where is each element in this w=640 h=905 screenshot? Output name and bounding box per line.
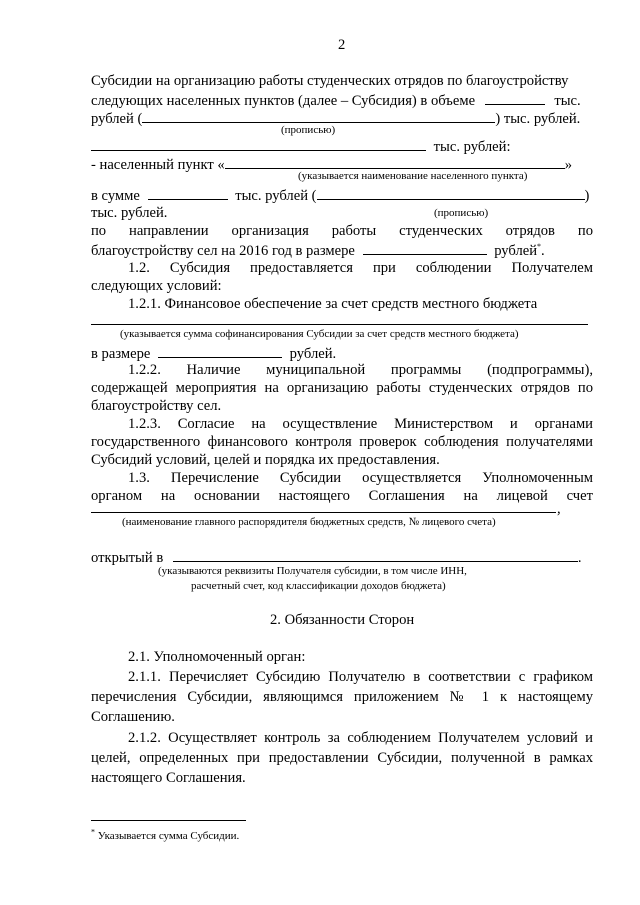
caption-cofinancing: (указывается сумма софинансирования Субсидии за счет средств местного бюджета): [120, 328, 519, 340]
intro-line-1: Субсидии на организацию работы студенческих отрядов по благоустройству: [91, 73, 569, 89]
footnote-mark: *: [91, 827, 95, 837]
clause-2-1-1-line-1: 2.1.1. Перечисляет Субсидию Получателю в соответствии с графиком: [128, 669, 593, 685]
intro-line-6-close: ): [584, 188, 590, 204]
caption-propis-1: (прописью): [281, 124, 336, 136]
local-budget-blank: [91, 324, 588, 325]
intro-line-2: [91, 90, 581, 110]
clause-1-3-line-1: 1.3. Перечисление Субсидии осуществляется Уполномоченным: [128, 470, 593, 486]
intro-line-4: [91, 136, 511, 156]
clause-2-1-1-line-3: Соглашению.: [91, 709, 175, 725]
clause-1-2-line-1: 1.2. Субсидия предоставляется при соблюдении Получателем: [128, 260, 593, 276]
size-unit: рублей.: [289, 346, 337, 362]
clause-2-1: 2.1. Уполномоченный орган:: [128, 649, 306, 665]
clause-2-1-1-line-2: перечисления Субсидии, являющимся приложением № 1 к настоящему: [91, 689, 593, 705]
section-2-heading: 2. Обязанности Сторон: [270, 612, 415, 628]
opened-in-line: [91, 547, 582, 567]
intro-line-2-text: следующих населенных пунктов (далее – Субсидия) в объеме: [91, 93, 476, 109]
opened-in-end: .: [577, 550, 582, 566]
clause-1-2-3-line-2: государственного финансового контроля проверок соблюдения получателями: [91, 434, 593, 450]
caption-settlement: (указывается наименование населенного пункта): [298, 170, 528, 182]
intro-line-6: [91, 185, 589, 205]
clause-2-1-2-line-2: целей, определенных при предоставлении Субсидии, полученной в рамках: [91, 750, 593, 766]
footnote: [91, 827, 240, 843]
clause-1-2-2-line-1: 1.2.2. Наличие муниципальной программы (подпрограммы),: [128, 362, 593, 378]
clause-1-2-2-line-2: содержащей мероприятия на организацию работы студенческих отрядов по: [91, 380, 593, 396]
intro-line-7: тыс. рублей.: [91, 205, 168, 221]
account-blank: [91, 512, 556, 513]
clause-1-2-2-line-3: благоустройству сел.: [91, 398, 222, 414]
caption-requisites-2: расчетный счет, код классификации доходов бюджета): [191, 580, 446, 592]
intro-line-3-unit: ) тыс. рублей.: [495, 111, 581, 127]
page-number: 2: [338, 37, 346, 53]
size-blank: [363, 240, 487, 255]
intro-line-6-text: в сумме: [91, 188, 140, 204]
size-label: в размере: [91, 346, 151, 362]
caption-main-manager: (наименование главного распорядителя бюджетных средств, № лицевого счета): [122, 516, 496, 528]
clause-2-1-2-line-1: 2.1.2. Осуществляет контроль за соблюдением Получателем условий и: [128, 730, 593, 746]
account-blank-comma: ,: [557, 501, 561, 517]
intro-line-3-text: рублей (: [91, 111, 143, 127]
clause-1-2-3-line-3: Субсидий условий, целей и порядка их предоставления.: [91, 452, 440, 468]
footnote-separator: [91, 820, 246, 821]
intro-line-9-text: благоустройству сел на 2016 год в размере: [91, 243, 355, 259]
clause-1-2-1-size: [91, 343, 336, 363]
intro-line-9: [91, 240, 545, 260]
intro-line-9-unit: рублей: [494, 243, 538, 259]
clause-1-2-1-line: 1.2.1. Финансовое обеспечение за счет средств местного бюджета: [128, 296, 538, 312]
intro-line-4-unit: тыс. рублей:: [433, 139, 511, 155]
sum-blank: [148, 185, 228, 200]
clause-1-2-3-line-1: 1.2.3. Согласие на осуществление Министерством и органами: [128, 416, 593, 432]
footnote-text: Указывается сумма Субсидии.: [97, 830, 240, 842]
intro-line-9-end: .: [541, 243, 545, 259]
volume-blank: [485, 90, 545, 105]
settlement-name-blank: [225, 154, 565, 169]
caption-requisites-1: (указываются реквизиты Получателя субсидии, в том числе ИНН,: [158, 565, 467, 577]
requisites-blank: [173, 547, 578, 562]
clause-2-1-2-line-3: настоящего Соглашения.: [91, 770, 246, 786]
intro-line-5-close: »: [564, 157, 573, 173]
local-size-blank: [158, 343, 282, 358]
intro-line-3: [91, 108, 580, 128]
intro-line-5-text: - населенный пункт «: [91, 157, 225, 173]
amount-line-blank: [91, 136, 426, 151]
clause-1-3-line-2: органом на основании настоящего Соглашения на лицевой счет: [91, 488, 593, 504]
opened-in-label: открытый в: [91, 550, 164, 566]
intro-line-2-unit: тыс.: [554, 93, 581, 109]
footnote-ref: *: [537, 242, 542, 252]
intro-line-8: по направлении организация работы студенческих отрядов по: [91, 223, 593, 239]
volume-words-blank: [142, 108, 495, 123]
caption-propis-2: (прописью): [434, 207, 489, 219]
sum-words-blank: [317, 185, 585, 200]
clause-1-2-line-2: следующих условий:: [91, 278, 222, 294]
intro-line-6-unit: тыс. рублей (: [235, 188, 317, 204]
